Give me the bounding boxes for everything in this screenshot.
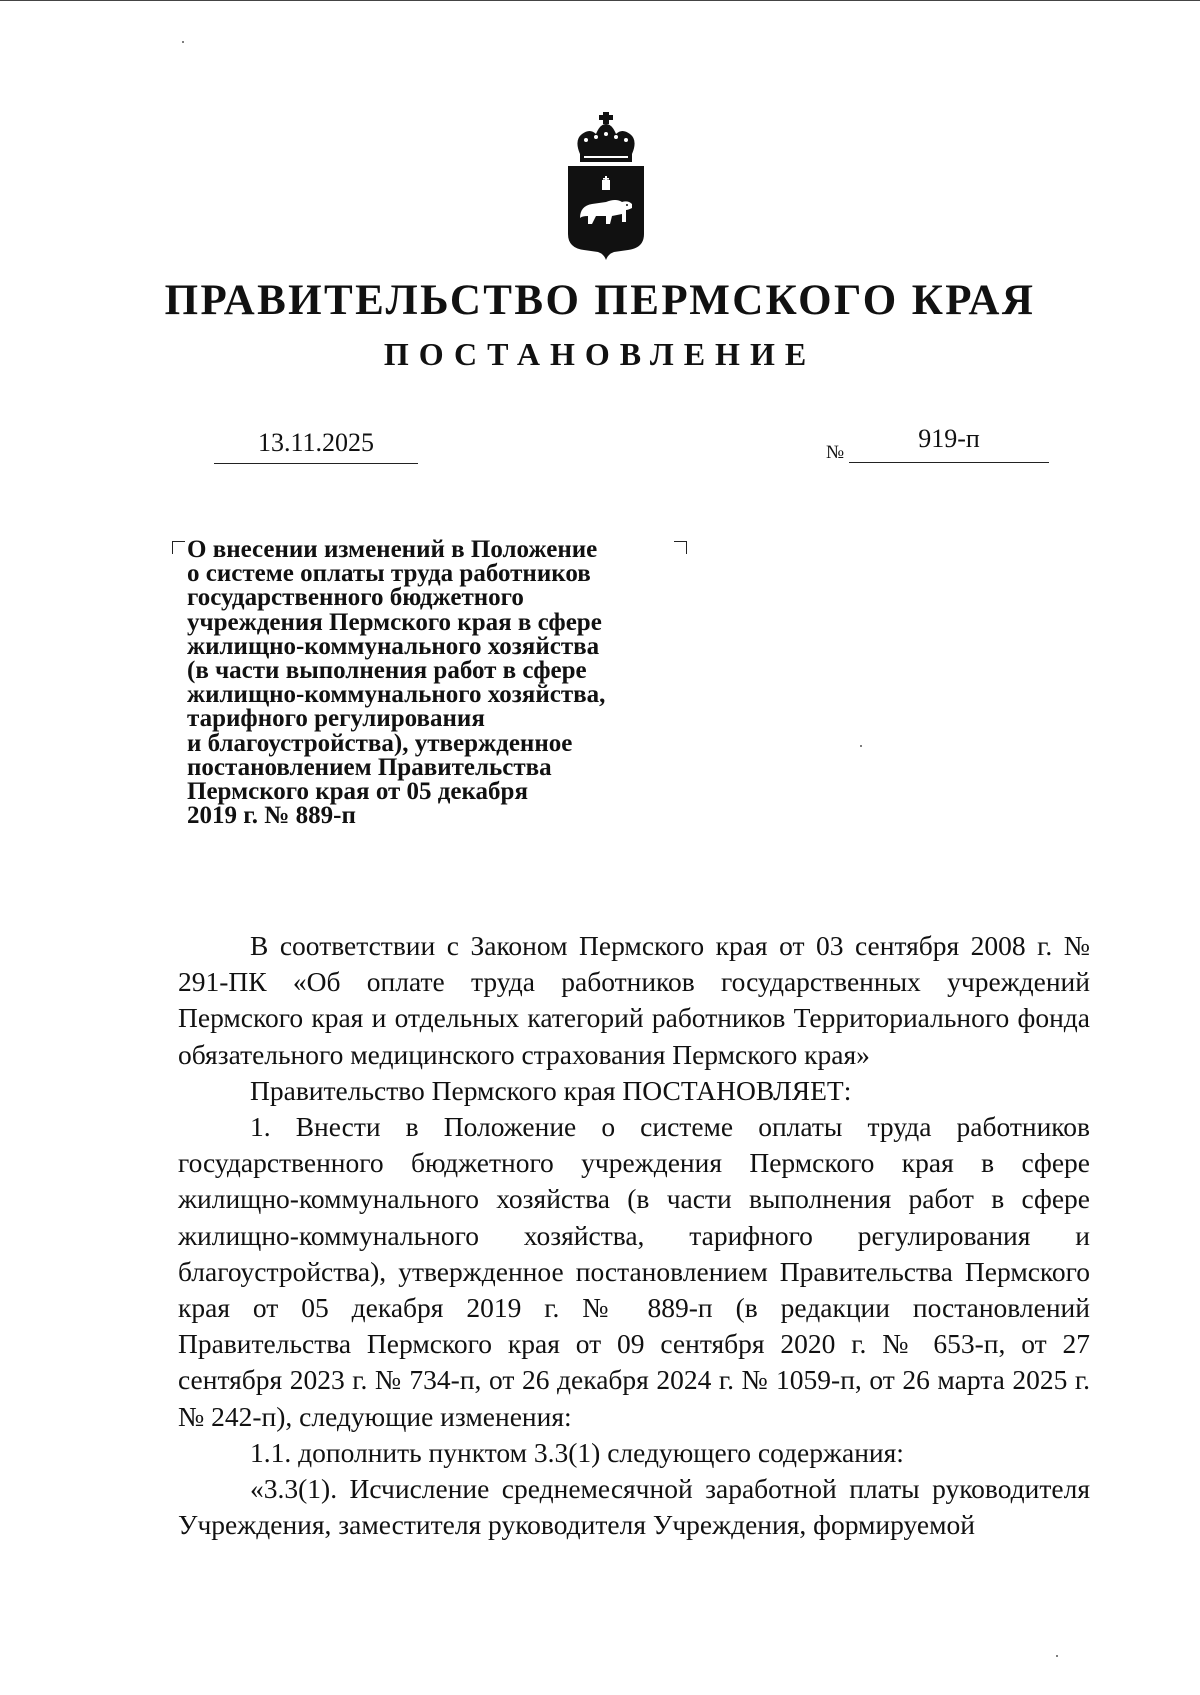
scan-speck xyxy=(860,745,862,747)
subject-line: Пермского края от 05 декабря xyxy=(187,778,528,806)
subject-bracket-left xyxy=(172,541,185,554)
document-subject xyxy=(187,538,687,828)
subject-line: жилищно-коммунального хозяйства xyxy=(187,632,600,660)
body-paragraph: 1.1. дополнить пунктом 3.3(1) следующего содержания: xyxy=(250,1436,904,1468)
subject-line: государственного бюджетного xyxy=(187,584,524,612)
number-underline xyxy=(849,462,1049,463)
organization-title: ПРАВИТЕЛЬСТВО ПЕРМСКОГО КРАЯ xyxy=(164,277,1036,324)
number-sign: № xyxy=(826,442,845,463)
subject-line: тарифного регулирования xyxy=(187,705,485,733)
subject-line: постановлением Правительства xyxy=(187,753,552,781)
body-paragraph: «3.3(1). Исчисление среднемесячной заработной платы руководителя Учреждения, заместителя руководителя Учреждения, формируемой xyxy=(178,1473,1090,1541)
body-paragraph: 1. Внести в Положение о системе оплаты труда работников государственного бюджетного учреждения Пермского края в сфере жилищно-коммунального хозяйства (в части выполнения работ в сфере жилищно-коммунального хозяйства, тарифного регулирования и благоустройства), утвержденное постановлением Правительства Пермского края от 05 декабря 2019 г. № 889-п (в редакции постановлений Правительства Пермского края от 09 сентября 2020 г. № 653-п, от 27 сентября 2023 г. № 734-п, от 26 декабря 2024 г. № 1059-п, от 26 марта 2025 г. № 242-п), следующие изменения: xyxy=(178,1111,1090,1432)
scan-speck xyxy=(182,41,184,43)
date-underline xyxy=(214,463,418,464)
body-paragraph: Правительство Пермского края ПОСТАНОВЛЯЕТ: xyxy=(250,1074,852,1106)
subject-line: О внесении изменений в Положение xyxy=(187,536,598,563)
scan-edge xyxy=(0,0,1200,1)
body-paragraph: В соответствии с Законом Пермского края от 03 сентября 2008 г. № 291-ПК «Об оплате труда работников государственных учреждений Пермского края и отдельных категорий работников Территориального фонда обязательного медицинского страхования Пермского края» xyxy=(178,930,1090,1070)
subject-line: (в части выполнения работ в сфере xyxy=(187,657,587,685)
document-date: 13.11.2025 xyxy=(257,428,375,457)
scan-speck xyxy=(1056,1655,1058,1657)
document-body xyxy=(178,928,1090,1543)
subject-line: и благоустройства), утвержденное xyxy=(187,729,573,757)
subject-line: жилищно-коммунального хозяйства, xyxy=(187,681,606,709)
document-type: ПОСТАНОВЛЕНИЕ xyxy=(383,336,817,372)
perm-krai-coat-of-arms-icon xyxy=(566,110,646,262)
subject-line: о системе оплаты труда работников xyxy=(187,560,591,588)
subject-line: учреждения Пермского края в сфере xyxy=(187,608,602,636)
document-number: 919-п xyxy=(918,424,980,453)
subject-line: 2019 г. № 889-п xyxy=(187,802,356,830)
